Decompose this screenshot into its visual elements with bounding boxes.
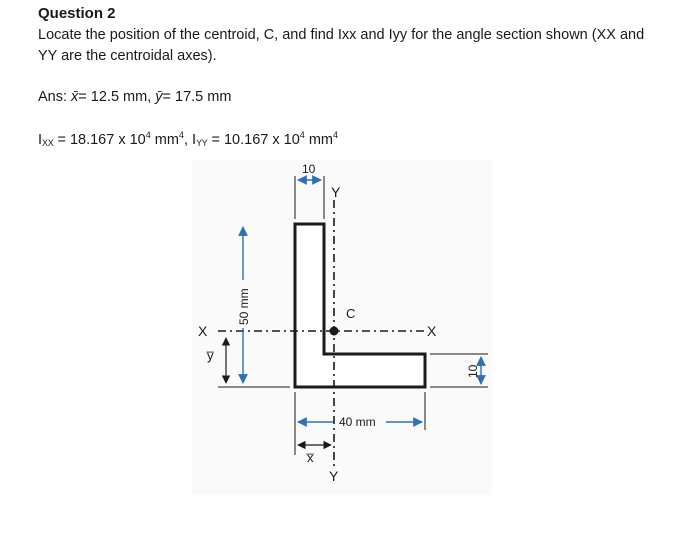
dim-top-label: 10	[302, 162, 316, 176]
dim-height-label: 50 mm	[237, 288, 251, 325]
ixx-value: = 18.167 x 10	[53, 131, 146, 148]
ixx-unit: mm	[150, 131, 179, 148]
iyy-unit: mm	[304, 131, 333, 148]
axis-y-bottom-label: Y	[329, 468, 339, 484]
iyy-value: = 10.167 x 10	[207, 131, 300, 148]
iyy-unit-exponent: 4	[332, 130, 338, 140]
dim-xbar-label: x̅	[307, 450, 314, 465]
ixx-subscript: XX	[42, 137, 54, 148]
ixx-exponent: 4	[145, 130, 151, 140]
axis-x-left-label: X	[198, 323, 208, 339]
centroid-label: C	[346, 306, 356, 321]
iyy-label: , I	[183, 131, 197, 148]
xbar-symbol: x̄	[71, 89, 79, 105]
answer-label: Ans:	[38, 89, 68, 105]
axis-x-right-label: X	[427, 323, 437, 339]
centroid-dot	[330, 327, 339, 336]
xbar-value: = 12.5 mm,	[78, 89, 152, 105]
ixx-unit-exponent: 4	[178, 130, 184, 140]
question-body: Locate the position of the centroid, C, and find Ixx and Iyy for the angle section shown (XX and YY are the centroidal axes).	[38, 27, 645, 64]
question-title: Question 2	[38, 5, 116, 22]
ixx-label: I	[38, 131, 43, 148]
iyy-subscript: YY	[196, 137, 208, 148]
dim-ybar-label: y̅	[207, 348, 214, 363]
dim-width-label: 40 mm	[339, 415, 376, 429]
ybar-symbol: ȳ	[155, 89, 163, 105]
ybar-value: = 17.5 mm	[162, 89, 232, 105]
axis-y-top-label: Y	[331, 184, 341, 200]
iyy-exponent: 4	[299, 130, 305, 140]
dim-right-label: 10	[466, 364, 480, 378]
